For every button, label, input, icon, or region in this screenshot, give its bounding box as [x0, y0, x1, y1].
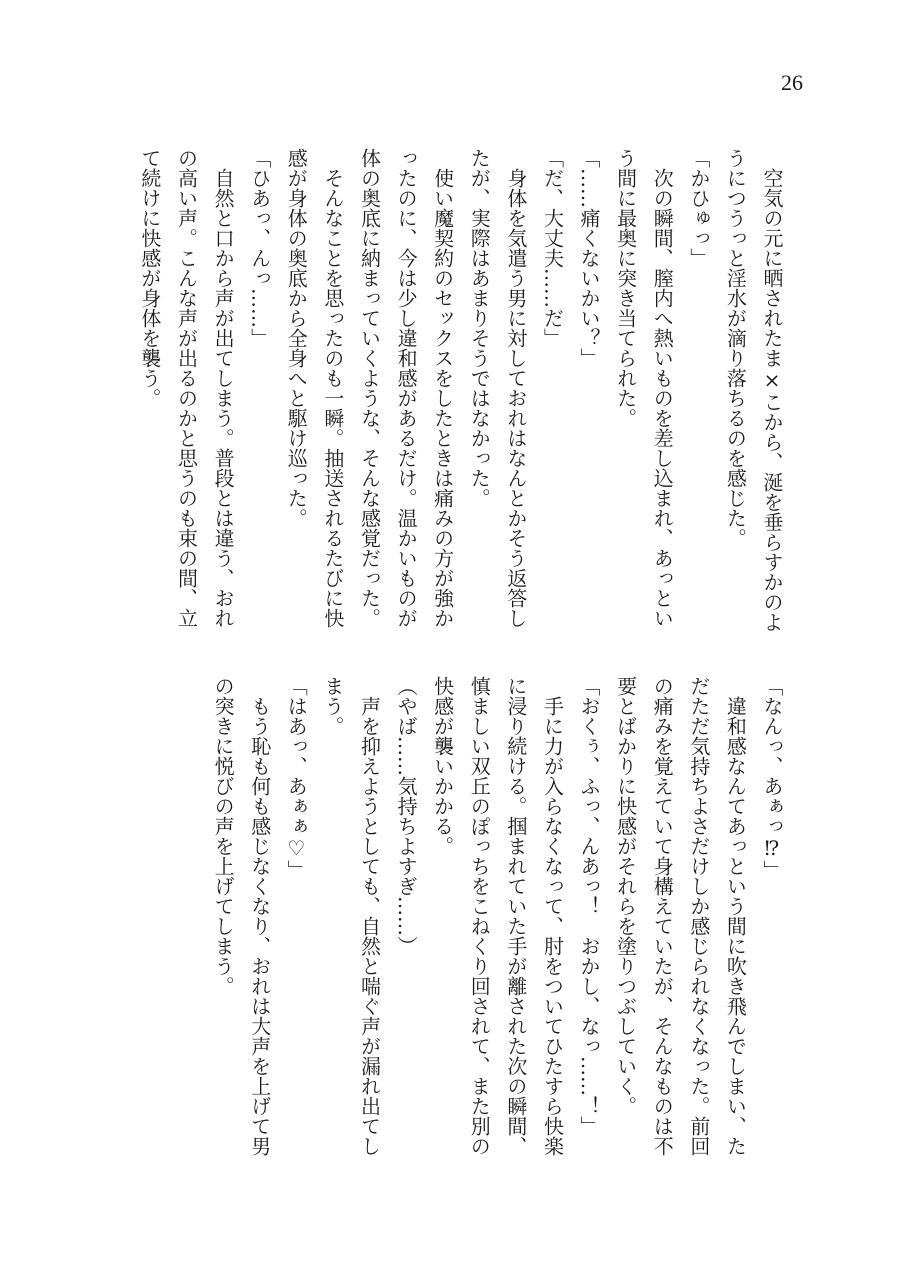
- text-line: そんなことを思ったのも一瞬。抽送されるたびに快: [320, 148, 345, 628]
- text-line: 身体を気遣う男に対しておれはなんとかそう返答し: [503, 148, 528, 628]
- text-line: うにつうっと淫水が滴り落ちるのを感じた。: [723, 148, 748, 548]
- text-line: 使い魔契約のセックスをしたときは痛みの方が強か: [430, 148, 455, 628]
- text-line: 「なんっ、あぁっ⁉」: [760, 676, 784, 880]
- upper-text-block: [131, 148, 790, 648]
- text-line: 体の奥底に納まっていくような、そんな感覚だった。: [357, 148, 382, 628]
- text-line: たが、実際はあまりそうではなかった。: [467, 148, 492, 508]
- text-line: 要とばかりに快感がそれらを塗りつぶしていく。: [613, 676, 638, 1116]
- text-line: 「おくぅ、ふっ、んあっ！ おかし、なっ……！」: [577, 676, 602, 1136]
- text-line: 感が身体の奥底から全身へと駆け巡った。: [284, 148, 309, 528]
- text-line: に浸り続ける。掴まれていた手が離された次の瞬間、: [503, 676, 528, 1156]
- page-number: 26: [781, 70, 803, 95]
- text-line: もう恥も何も感じなくなり、おれは大声を上げて男: [247, 676, 272, 1156]
- text-line: の痛みを覚えていて身構えていたが、そんなものは不: [650, 676, 675, 1156]
- text-line: 空気の元に晒されたま×こから、涎を垂らすかのよ: [760, 148, 784, 632]
- text-line: 快感が襲いかかる。: [430, 676, 455, 856]
- text-line: 自然と口から声が出てしまう。普段とは違う、おれ: [211, 148, 236, 628]
- text-line: う間に最奥に突き当てられた。: [613, 148, 638, 428]
- lower-text-block: [205, 676, 791, 1176]
- text-line: （やば……気持ちよすぎ……）: [394, 676, 419, 956]
- text-line: の突きに悦びの声を上げてしまう。: [211, 676, 236, 996]
- text-line: て続けに快感が身体を襲う。: [137, 148, 162, 408]
- text-line: の高い声。こんな声が出るのかと思うのも束の間、立: [174, 148, 199, 628]
- text-line: だただ気持ちよさだけしか感じられなくなった。前回: [686, 676, 711, 1156]
- text-line: 「かひゅっ」: [686, 148, 711, 268]
- text-line: 「だ、大丈夫……だ」: [540, 148, 565, 348]
- text-line: 次の瞬間、膣内へ熱いものを差し込まれ、あっとい: [650, 148, 675, 628]
- text-line: まう。: [320, 676, 345, 736]
- text-line: 違和感なんてあっという間に吹き飛んでしまい、た: [723, 676, 748, 1156]
- text-line: 慎ましい双丘のぽっちをこねくり回されて、また別の: [467, 676, 492, 1156]
- text-line: 手に力が入らなくなって、肘をついてひたすら快楽: [540, 676, 565, 1156]
- text-line: ったのに、今は少し違和感があるだけ。温かいものが: [394, 148, 419, 628]
- text-line: 声を抑えようとしても、自然と喘ぐ声が漏れ出てし: [357, 676, 382, 1156]
- text-line: 「ひあっ、んっ……」: [247, 148, 272, 348]
- text-line: 「はあっ、あぁぁ♡」: [284, 676, 309, 880]
- text-line: 「……痛くないかい？」: [577, 148, 602, 368]
